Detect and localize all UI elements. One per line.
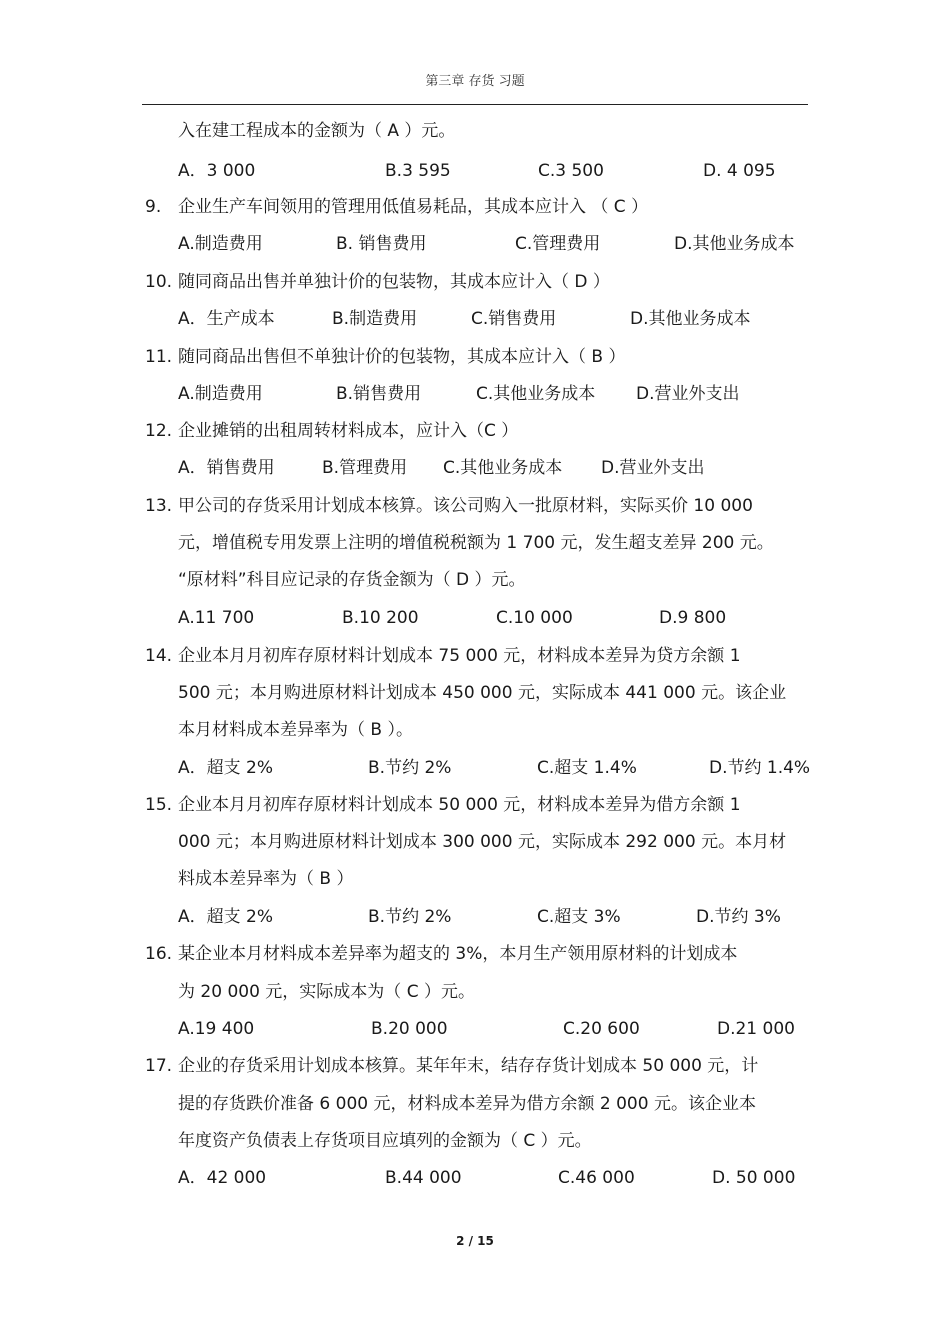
answer-option: B.44 000 [385, 1168, 462, 1188]
question-text-line: 随同商品出售但不单独计价的包装物，其成本应计入（ B ） [178, 347, 626, 367]
answer-option: D.节约 3% [696, 907, 781, 927]
page-header: 第三章 存货 习题 [425, 74, 525, 89]
answer-option: D.营业外支出 [601, 458, 705, 478]
answer-option: A.19 400 [178, 1019, 255, 1039]
answer-option: A．生产成本 [178, 309, 275, 329]
answer-option: C.46 000 [558, 1168, 635, 1188]
answer-option: C.3 500 [538, 161, 604, 181]
question-text-line: 提的存货跌价准备 6 000 元，材料成本差异为借方余额 2 000 元。该企业本 [178, 1094, 756, 1114]
question-text-line: 年度资产负债表上存货项目应填列的金额为（ C ）元。 [178, 1131, 592, 1151]
answer-option: B.销售费用 [336, 384, 422, 404]
question-text-line: 随同商品出售并单独计价的包装物，其成本应计入（ D ） [178, 272, 610, 292]
answer-option: D. 4 095 [703, 161, 776, 181]
page-number: 2 / 15 [456, 1234, 494, 1248]
answer-option: A．42 000 [178, 1168, 267, 1188]
answer-option: D.9 800 [659, 608, 727, 628]
answer-option: B.3 595 [385, 161, 451, 181]
answer-option: B.20 000 [371, 1019, 448, 1039]
answer-option: D.其他业务成本 [674, 234, 795, 254]
answer-option: B. 销售费用 [336, 234, 427, 254]
answer-option: A．超支 2% [178, 907, 274, 927]
question-number: 9. [145, 197, 162, 217]
question-text-line: 企业摊销的出租周转材料成本，应计入（C ） [178, 421, 519, 441]
question-number: 10. [145, 272, 173, 292]
answer-option: C.超支 1.4% [537, 758, 637, 778]
answer-option: A．超支 2% [178, 758, 274, 778]
question-text-line: 企业生产车间领用的管理用低值易耗品，其成本应计入 （ C ） [178, 197, 649, 217]
question-number: 14. [145, 646, 173, 666]
answer-option: D.其他业务成本 [630, 309, 751, 329]
question-text-line: 某企业本月材料成本差异率为超支的 3%，本月生产领用原材料的计划成本 [178, 944, 738, 964]
answer-option: A.制造费用 [178, 234, 263, 254]
answer-option: C.其他业务成本 [476, 384, 596, 404]
question-number: 15. [145, 795, 173, 815]
question-number: 13. [145, 496, 173, 516]
question-text-line: 甲公司的存货采用计划成本核算。该公司购入一批原材料，实际买价 10 000 [178, 496, 753, 516]
answer-option: C.超支 3% [537, 907, 621, 927]
answer-option: D.节约 1.4% [709, 758, 811, 778]
answer-option: C.其他业务成本 [443, 458, 563, 478]
answer-option: A.制造费用 [178, 384, 263, 404]
answer-option: B.节约 2% [368, 907, 452, 927]
question-text-line: 本月材料成本差异率为（ B ）。 [178, 720, 413, 740]
answer-option: D. 50 000 [712, 1168, 796, 1188]
question-text-line: 企业本月月初库存原材料计划成本 75 000 元，材料成本差异为贷方余额 1 [178, 646, 741, 666]
answer-option: B.制造费用 [332, 309, 418, 329]
question-text-line: 500 元；本月购进原材料计划成本 450 000 元，实际成本 441 000 元。该企业 [178, 683, 787, 703]
question-number: 12. [145, 421, 173, 441]
question-text-line: “原材料”科目应记录的存货金额为（ D ）元。 [178, 570, 526, 590]
answer-option: C.20 600 [563, 1019, 640, 1039]
question-text-line: 元，增值税专用发票上注明的增值税税额为 1 700 元，发生超支差异 200 元。 [178, 533, 774, 553]
answer-option: B.10 200 [342, 608, 419, 628]
question-text-line: 000 元；本月购进原材料计划成本 300 000 元，实际成本 292 000 元。本月材 [178, 832, 787, 852]
answer-option: A．销售费用 [178, 458, 275, 478]
question-text-line: 企业的存货采用计划成本核算。某年年末，结存存货计划成本 50 000 元，计 [178, 1056, 759, 1076]
answer-option: C.管理费用 [515, 234, 601, 254]
answer-option: A．3 000 [178, 161, 256, 181]
question-text-line: 为 20 000 元，实际成本为（ C ）元。 [178, 982, 475, 1002]
answer-option: B.节约 2% [368, 758, 452, 778]
answer-option: D.21 000 [717, 1019, 795, 1039]
question-text-line: 入在建工程成本的金额为（ A ）元。 [178, 121, 456, 141]
header-rule [142, 104, 808, 105]
question-number: 16. [145, 944, 173, 964]
answer-option: C.销售费用 [471, 309, 557, 329]
question-number: 11. [145, 347, 173, 367]
question-text-line: 企业本月月初库存原材料计划成本 50 000 元，材料成本差异为借方余额 1 [178, 795, 741, 815]
question-text-line: 料成本差异率为（ B ） [178, 869, 354, 889]
answer-option: B.管理费用 [322, 458, 408, 478]
answer-option: C.10 000 [496, 608, 573, 628]
answer-option: A.11 700 [178, 608, 255, 628]
answer-option: D.营业外支出 [636, 384, 740, 404]
question-number: 17. [145, 1056, 173, 1076]
